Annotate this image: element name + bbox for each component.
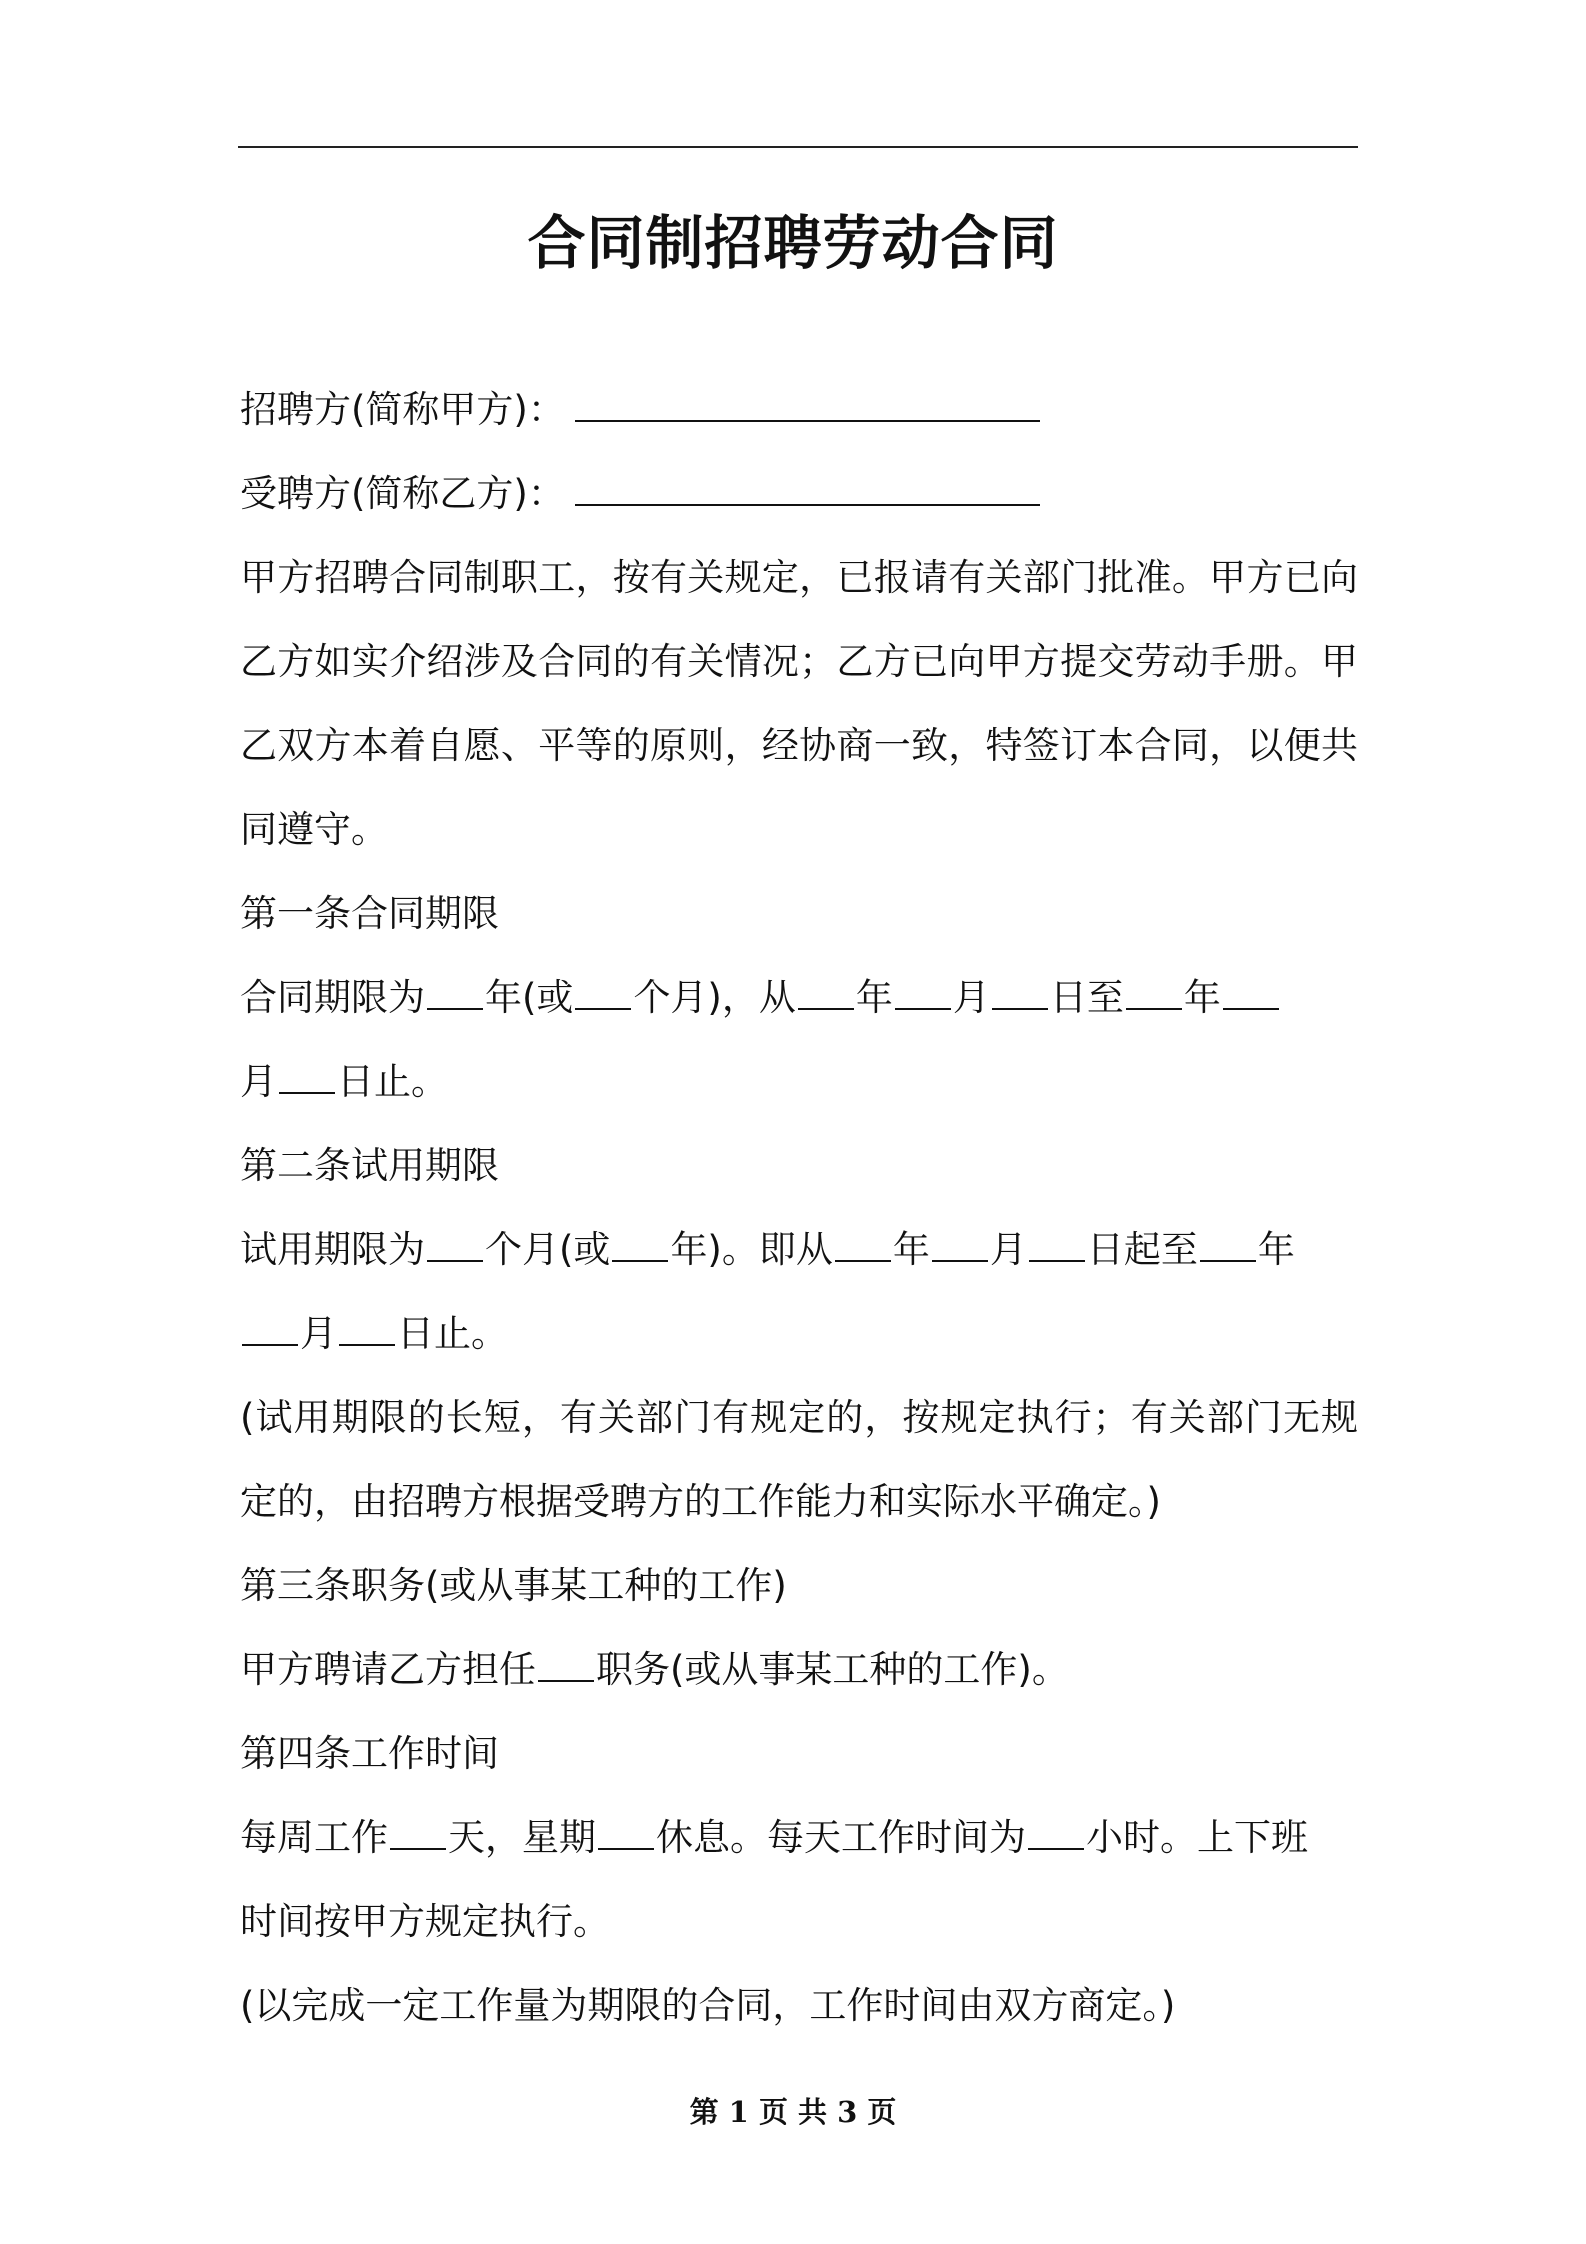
document-body	[240, 368, 1358, 2048]
article1-text: 个月)，从	[633, 976, 796, 1019]
employer-line	[240, 368, 1358, 452]
document-title: 合同制招聘劳动合同	[527, 209, 1059, 277]
header-rule	[238, 146, 1358, 148]
article1-term-line	[240, 1040, 1358, 1124]
preamble-line: 甲方招聘合同制职工，按有关规定，已报请有关部门批准。甲方已向	[240, 556, 1358, 599]
employee-label: 受聘方(简称乙方)：	[240, 472, 565, 515]
fill-blank	[598, 1847, 654, 1850]
article2-text: 日起至	[1086, 1228, 1198, 1271]
fill-blank	[1223, 1007, 1279, 1010]
article2-text: 年)。即从	[670, 1228, 833, 1271]
fill-blank	[1200, 1259, 1256, 1262]
article4-line: 时间按甲方规定执行。	[240, 1900, 610, 1943]
article2-note: 定的，由招聘方根据受聘方的工作能力和实际水平确定。)	[240, 1480, 1161, 1523]
fill-blank	[992, 1007, 1048, 1010]
fill-blank	[339, 1343, 395, 1346]
article1-text: 月	[952, 976, 990, 1019]
article4-text: 休息。每天工作时间为	[656, 1816, 1026, 1859]
fill-blank	[1126, 1007, 1182, 1010]
preamble-line: 乙方如实介绍涉及合同的有关情况；乙方已向甲方提交劳动手册。甲	[240, 640, 1358, 683]
article4-text: 天，星期	[448, 1816, 596, 1859]
employee-blank	[575, 503, 1040, 506]
fill-blank	[612, 1259, 668, 1262]
article2-text: 试用期限为	[240, 1228, 425, 1271]
article2-text: 月	[989, 1228, 1027, 1271]
fill-blank	[895, 1007, 951, 1010]
article4-text: 每周工作	[240, 1816, 388, 1859]
article1-text: 日至	[1049, 976, 1124, 1019]
article2-note: (试用期限的长短，有关部门有规定的，按规定执行；有关部门无规	[240, 1396, 1358, 1439]
article1-text: 年	[855, 976, 893, 1019]
fill-blank	[427, 1259, 483, 1262]
article1-term-line	[240, 956, 1358, 1040]
fill-blank	[798, 1007, 854, 1010]
article2-term-line	[240, 1208, 1358, 1292]
employee-line	[240, 452, 1358, 536]
article1-text: 合同期限为	[240, 976, 425, 1019]
fill-blank	[835, 1259, 891, 1262]
article2-text: 年	[892, 1228, 930, 1271]
fill-blank	[1028, 1847, 1084, 1850]
article3-line	[240, 1628, 1358, 1712]
article2-text: 个月(或	[485, 1228, 611, 1271]
article2-text: 年	[1257, 1228, 1295, 1271]
fill-blank	[279, 1091, 335, 1094]
article1-text: 日止。	[337, 1060, 448, 1103]
article1-text: 年(或	[485, 976, 574, 1019]
article2-text: 月	[300, 1312, 337, 1355]
article2-text: 日止。	[397, 1312, 508, 1355]
fill-blank	[538, 1679, 594, 1682]
article1-heading: 第一条合同期限	[240, 892, 499, 935]
employer-blank	[575, 419, 1040, 422]
fill-blank	[242, 1343, 298, 1346]
fill-blank	[1029, 1259, 1085, 1262]
article4-note: (以完成一定工作量为期限的合同，工作时间由双方商定。)	[240, 1984, 1176, 2027]
page-number: 第 1 页 共 3 页	[689, 2095, 897, 2129]
fill-blank	[390, 1847, 446, 1850]
article1-text: 月	[240, 1060, 277, 1103]
employer-label: 招聘方(简称甲方)：	[240, 388, 565, 431]
preamble-line: 乙双方本着自愿、平等的原则，经协商一致，特签订本合同，以便共	[240, 724, 1358, 767]
article2-term-line	[240, 1292, 1358, 1376]
article4-heading: 第四条工作时间	[240, 1732, 499, 1775]
fill-blank	[575, 1007, 631, 1010]
article4-line	[240, 1796, 1358, 1880]
article3-heading: 第三条职务(或从事某工种的工作)	[240, 1564, 787, 1607]
fill-blank	[932, 1259, 988, 1262]
fill-blank	[427, 1007, 483, 1010]
article3-text: 甲方聘请乙方担任	[240, 1648, 536, 1691]
article3-text: 职务(或从事某工种的工作)。	[596, 1648, 1069, 1691]
article1-text: 年	[1183, 976, 1221, 1019]
article2-heading: 第二条试用期限	[240, 1144, 499, 1187]
preamble-line: 同遵守。	[240, 808, 388, 851]
article4-text: 小时。上下班	[1086, 1816, 1308, 1859]
